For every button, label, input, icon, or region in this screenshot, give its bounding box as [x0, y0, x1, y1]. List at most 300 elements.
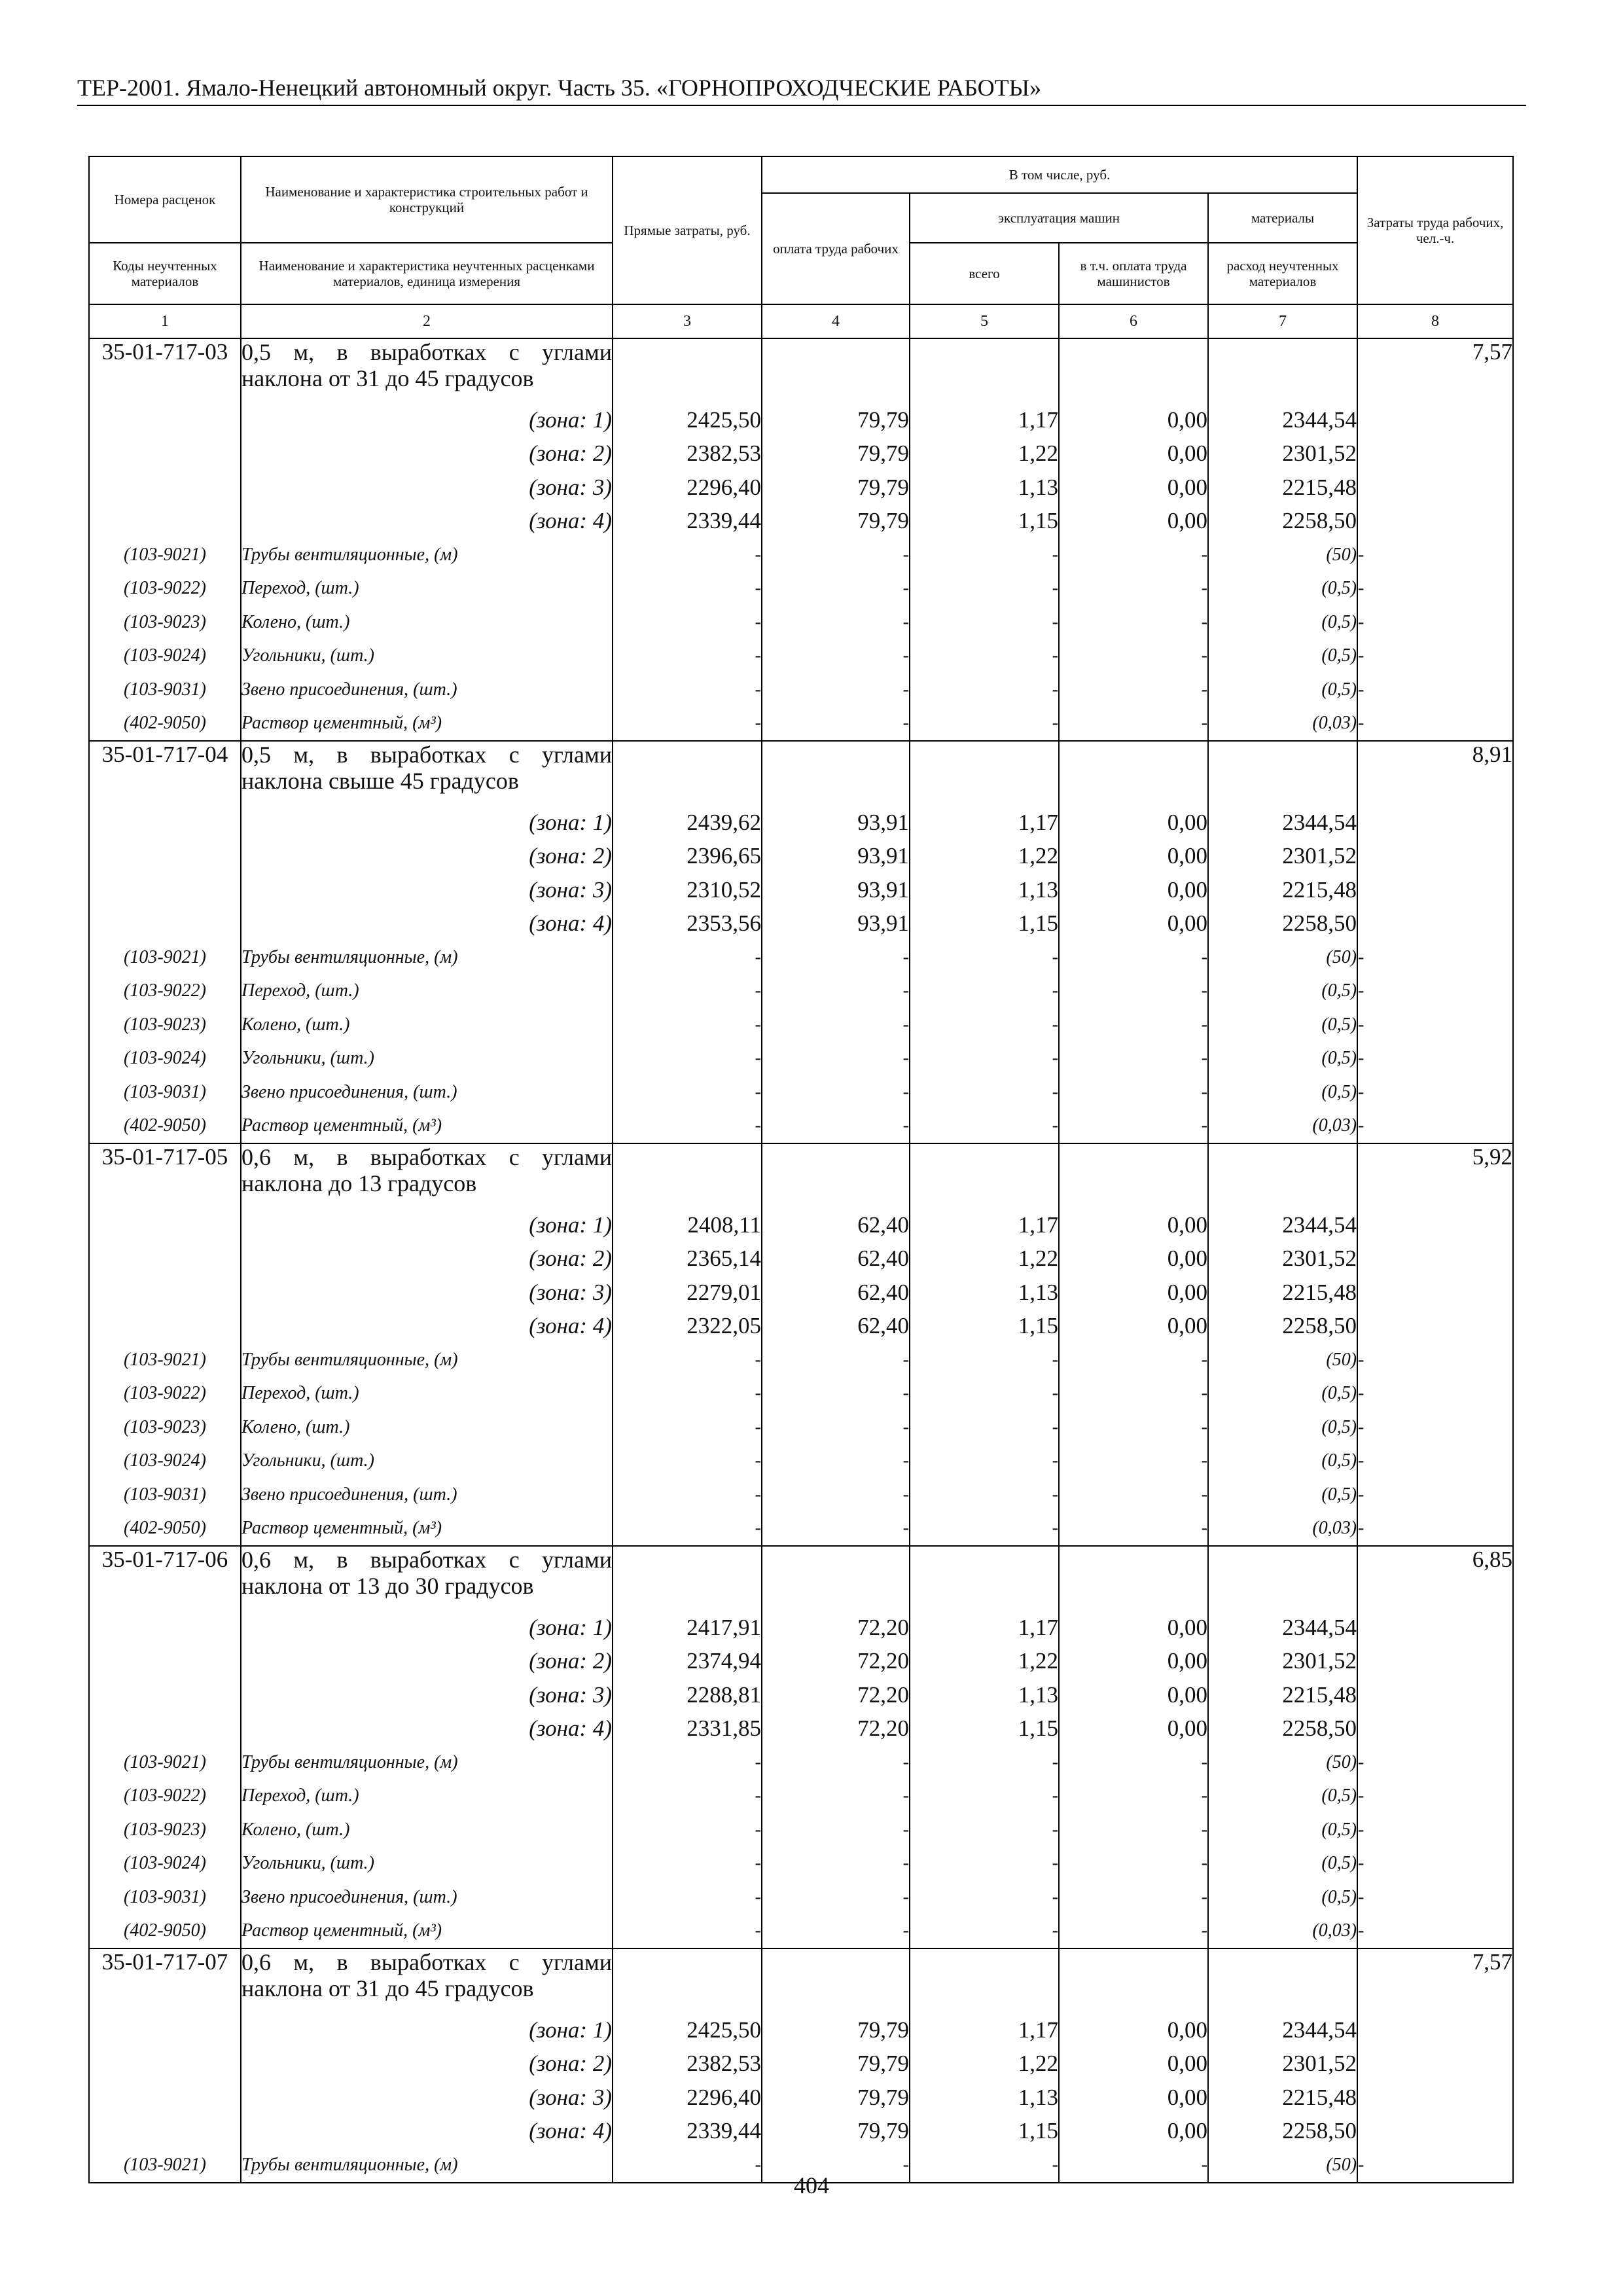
- empty-cell: [1357, 437, 1513, 471]
- machinist-pay: 0,00: [1059, 403, 1208, 437]
- dash-cell: -: [910, 975, 1059, 1009]
- dash-cell: -: [613, 1914, 762, 1949]
- dash-cell: -: [1059, 1914, 1208, 1949]
- dash-cell: -: [613, 1813, 762, 1847]
- empty-cell: [1357, 2013, 1513, 2047]
- dash-cell: -: [613, 1410, 762, 1444]
- machinist-pay: 0,00: [1059, 873, 1208, 907]
- dash-cell: -: [1357, 1410, 1513, 1444]
- empty-cell: [613, 741, 762, 806]
- empty-cell: [613, 1143, 762, 1208]
- empty-cell: [1357, 403, 1513, 437]
- empty-cell: [1208, 338, 1357, 403]
- zone-label: (зона: 4): [241, 907, 613, 941]
- materials-cost: 2215,48: [1208, 2081, 1357, 2115]
- zone-row: [89, 2013, 1513, 2047]
- machinist-pay: 0,00: [1059, 840, 1208, 874]
- worker-pay: 93,91: [762, 873, 910, 907]
- empty-cell: [1357, 1276, 1513, 1310]
- rate-code: 35-01-717-06: [89, 1546, 241, 1611]
- material-name: Трубы вентиляционные, (м): [241, 1746, 613, 1780]
- machinist-pay: 0,00: [1059, 806, 1208, 840]
- material-quantity: (0,5): [1208, 1780, 1357, 1814]
- machinist-pay: 0,00: [1059, 1678, 1208, 1712]
- empty-cell: [89, 1645, 241, 1679]
- dash-cell: -: [1357, 1847, 1513, 1881]
- worker-pay: 79,79: [762, 437, 910, 471]
- empty-cell: [1357, 907, 1513, 941]
- column-number: 3: [613, 304, 762, 338]
- direct-cost: 2339,44: [613, 2115, 762, 2149]
- rate-title: 0,6 м, в выработках с углами наклона до 13 градусов: [241, 1143, 613, 1208]
- dash-cell: -: [1059, 673, 1208, 707]
- empty-cell: [613, 1546, 762, 1611]
- dash-cell: -: [910, 1478, 1059, 1512]
- empty-cell: [89, 1678, 241, 1712]
- zone-row: [89, 1276, 1513, 1310]
- empty-cell: [1357, 1208, 1513, 1242]
- dash-cell: -: [1059, 1410, 1208, 1444]
- rates-table: [88, 156, 1514, 2183]
- zone-label: (зона: 1): [241, 806, 613, 840]
- empty-cell: [89, 2115, 241, 2149]
- material-code: (103-9022): [89, 1780, 241, 1814]
- worker-pay: 62,40: [762, 1276, 910, 1310]
- worker-pay: 79,79: [762, 2115, 910, 2149]
- dash-cell: -: [762, 1444, 910, 1479]
- material-quantity: (0,5): [1208, 1478, 1357, 1512]
- materials-cost: 2301,52: [1208, 2047, 1357, 2081]
- material-row: [89, 1042, 1513, 1076]
- dash-cell: -: [1059, 538, 1208, 572]
- dash-cell: -: [1059, 1478, 1208, 1512]
- labor-cost: 8,91: [1357, 741, 1513, 806]
- material-row: [89, 1410, 1513, 1444]
- worker-pay: 93,91: [762, 907, 910, 941]
- zone-label: (зона: 2): [241, 2047, 613, 2081]
- machine-total: 1,13: [910, 873, 1059, 907]
- material-quantity: (0,5): [1208, 1880, 1357, 1914]
- material-code: (103-9021): [89, 941, 241, 975]
- dash-cell: -: [762, 1813, 910, 1847]
- material-quantity: (0,5): [1208, 1410, 1357, 1444]
- dash-cell: -: [1357, 1880, 1513, 1914]
- empty-cell: [1208, 1948, 1357, 2013]
- dash-cell: -: [613, 1008, 762, 1042]
- empty-cell: [1357, 1310, 1513, 1344]
- machinist-pay: 0,00: [1059, 1276, 1208, 1310]
- direct-cost: 2417,91: [613, 1611, 762, 1645]
- worker-pay: 62,40: [762, 1310, 910, 1344]
- worker-pay: 62,40: [762, 1242, 910, 1276]
- header-materials-consumption: расход неучтенных материалов: [1208, 243, 1357, 304]
- material-quantity: (0,5): [1208, 673, 1357, 707]
- material-row: [89, 1008, 1513, 1042]
- empty-cell: [89, 403, 241, 437]
- materials-cost: 2344,54: [1208, 403, 1357, 437]
- dash-cell: -: [613, 572, 762, 606]
- machine-total: 1,15: [910, 2115, 1059, 2149]
- materials-cost: 2258,50: [1208, 2115, 1357, 2149]
- machine-total: 1,17: [910, 806, 1059, 840]
- machine-total: 1,22: [910, 1645, 1059, 1679]
- dash-cell: -: [1059, 1512, 1208, 1547]
- empty-cell: [89, 1310, 241, 1344]
- zone-label: (зона: 3): [241, 1678, 613, 1712]
- empty-cell: [89, 1276, 241, 1310]
- material-name: Колено, (шт.): [241, 605, 613, 639]
- machine-total: 1,17: [910, 1611, 1059, 1645]
- dash-cell: -: [910, 605, 1059, 639]
- material-name: Угольники, (шт.): [241, 639, 613, 673]
- column-number: 5: [910, 304, 1059, 338]
- material-quantity: (50): [1208, 1746, 1357, 1780]
- dash-cell: -: [762, 1746, 910, 1780]
- material-row: [89, 1109, 1513, 1144]
- materials-cost: 2258,50: [1208, 1712, 1357, 1746]
- empty-cell: [762, 1143, 910, 1208]
- direct-cost: 2425,50: [613, 403, 762, 437]
- dash-cell: -: [762, 1109, 910, 1144]
- dash-cell: -: [613, 538, 762, 572]
- rate-header-row: [89, 1546, 1513, 1611]
- zone-row: [89, 1310, 1513, 1344]
- material-row: [89, 1444, 1513, 1479]
- material-code: (103-9024): [89, 1847, 241, 1881]
- dash-cell: -: [1059, 1880, 1208, 1914]
- zone-label: (зона: 3): [241, 2081, 613, 2115]
- material-row: [89, 1377, 1513, 1411]
- labor-cost: 7,57: [1357, 1948, 1513, 2013]
- material-quantity: (0,03): [1208, 1914, 1357, 1949]
- dash-cell: -: [1357, 572, 1513, 606]
- zone-label: (зона: 3): [241, 471, 613, 505]
- material-name: Колено, (шт.): [241, 1008, 613, 1042]
- dash-cell: -: [1357, 538, 1513, 572]
- material-quantity: (50): [1208, 1343, 1357, 1377]
- material-row: [89, 1780, 1513, 1814]
- column-number: 6: [1059, 304, 1208, 338]
- material-name: Звено присоединения, (шт.): [241, 1478, 613, 1512]
- material-row: [89, 707, 1513, 742]
- empty-cell: [89, 471, 241, 505]
- empty-cell: [1357, 2115, 1513, 2149]
- dash-cell: -: [762, 639, 910, 673]
- dash-cell: -: [910, 1512, 1059, 1547]
- material-code: (103-9023): [89, 1813, 241, 1847]
- materials-cost: 2258,50: [1208, 505, 1357, 539]
- worker-pay: 72,20: [762, 1611, 910, 1645]
- dash-cell: -: [1059, 1746, 1208, 1780]
- dash-cell: -: [1357, 2148, 1513, 2183]
- zone-label: (зона: 1): [241, 1611, 613, 1645]
- worker-pay: 72,20: [762, 1712, 910, 1746]
- dash-cell: -: [762, 1880, 910, 1914]
- worker-pay: 79,79: [762, 2047, 910, 2081]
- dash-cell: -: [613, 1444, 762, 1479]
- dash-cell: -: [1059, 1008, 1208, 1042]
- dash-cell: -: [762, 605, 910, 639]
- material-code: (402-9050): [89, 707, 241, 742]
- empty-cell: [89, 1208, 241, 1242]
- dash-cell: -: [910, 538, 1059, 572]
- rate-title: 0,5 м, в выработках с углами наклона от 31 до 45 градусов: [241, 338, 613, 403]
- dash-cell: -: [910, 1444, 1059, 1479]
- table-body: [89, 338, 1513, 2183]
- empty-cell: [762, 741, 910, 806]
- material-code: (103-9024): [89, 1042, 241, 1076]
- empty-cell: [89, 2013, 241, 2047]
- worker-pay: 72,20: [762, 1678, 910, 1712]
- dash-cell: -: [613, 605, 762, 639]
- dash-cell: -: [1059, 1847, 1208, 1881]
- header-work-name: Наименование и характеристика строительных работ и конструкций: [241, 156, 613, 243]
- zone-row: [89, 471, 1513, 505]
- empty-cell: [1357, 2081, 1513, 2115]
- dash-cell: -: [1357, 605, 1513, 639]
- empty-cell: [89, 437, 241, 471]
- material-quantity: (0,5): [1208, 1847, 1357, 1881]
- material-row: [89, 1813, 1513, 1847]
- dash-cell: -: [613, 1343, 762, 1377]
- material-name: Звено присоединения, (шт.): [241, 673, 613, 707]
- direct-cost: 2296,40: [613, 471, 762, 505]
- dash-cell: -: [910, 1377, 1059, 1411]
- zone-row: [89, 1611, 1513, 1645]
- zone-row: [89, 437, 1513, 471]
- empty-cell: [1208, 741, 1357, 806]
- empty-cell: [1208, 1546, 1357, 1611]
- zone-row: [89, 403, 1513, 437]
- machine-total: 1,13: [910, 471, 1059, 505]
- empty-cell: [1357, 1678, 1513, 1712]
- machine-total: 1,15: [910, 907, 1059, 941]
- material-name: Трубы вентиляционные, (м): [241, 2148, 613, 2183]
- empty-cell: [910, 741, 1059, 806]
- header-material-name: Наименование и характеристика неучтенных расценками материалов, единица измерения: [241, 243, 613, 304]
- material-code: (402-9050): [89, 1512, 241, 1547]
- machine-total: 1,13: [910, 1276, 1059, 1310]
- dash-cell: -: [613, 1377, 762, 1411]
- material-code: (103-9022): [89, 1377, 241, 1411]
- machinist-pay: 0,00: [1059, 505, 1208, 539]
- material-quantity: (0,5): [1208, 1075, 1357, 1109]
- empty-cell: [910, 338, 1059, 403]
- dash-cell: -: [762, 1512, 910, 1547]
- dash-cell: -: [910, 1410, 1059, 1444]
- dash-cell: -: [613, 1847, 762, 1881]
- zone-label: (зона: 1): [241, 2013, 613, 2047]
- dash-cell: -: [1357, 1780, 1513, 1814]
- material-code: (103-9031): [89, 1880, 241, 1914]
- zone-row: [89, 806, 1513, 840]
- machine-total: 1,22: [910, 437, 1059, 471]
- empty-cell: [89, 873, 241, 907]
- zone-row: [89, 1242, 1513, 1276]
- dash-cell: -: [762, 941, 910, 975]
- dash-cell: -: [910, 1847, 1059, 1881]
- column-number: 7: [1208, 304, 1357, 338]
- labor-cost: 7,57: [1357, 338, 1513, 403]
- header-labor-costs: Затраты труда рабочих, чел.-ч.: [1357, 156, 1513, 304]
- materials-cost: 2215,48: [1208, 1276, 1357, 1310]
- dash-cell: -: [762, 1042, 910, 1076]
- direct-cost: 2296,40: [613, 2081, 762, 2115]
- dash-cell: -: [613, 1780, 762, 1814]
- dash-cell: -: [1357, 673, 1513, 707]
- material-row: [89, 975, 1513, 1009]
- material-row: [89, 1847, 1513, 1881]
- material-row: [89, 1880, 1513, 1914]
- zone-row: [89, 873, 1513, 907]
- direct-cost: 2279,01: [613, 1276, 762, 1310]
- machine-total: 1,15: [910, 1712, 1059, 1746]
- materials-cost: 2344,54: [1208, 806, 1357, 840]
- empty-cell: [1357, 505, 1513, 539]
- dash-cell: -: [1059, 639, 1208, 673]
- zone-row: [89, 1712, 1513, 1746]
- zone-label: (зона: 2): [241, 1242, 613, 1276]
- dash-cell: -: [762, 572, 910, 606]
- materials-cost: 2344,54: [1208, 2013, 1357, 2047]
- material-row: [89, 1914, 1513, 1949]
- column-number: 8: [1357, 304, 1513, 338]
- direct-cost: 2396,65: [613, 840, 762, 874]
- material-row: [89, 941, 1513, 975]
- dash-cell: -: [1059, 707, 1208, 742]
- empty-cell: [1059, 1546, 1208, 1611]
- rate-header-row: [89, 1143, 1513, 1208]
- dash-cell: -: [1059, 2148, 1208, 2183]
- column-numbers-row: [89, 304, 1513, 338]
- material-name: Переход, (шт.): [241, 975, 613, 1009]
- dash-cell: -: [1357, 1008, 1513, 1042]
- direct-cost: 2365,14: [613, 1242, 762, 1276]
- empty-cell: [89, 505, 241, 539]
- material-name: Трубы вентиляционные, (м): [241, 538, 613, 572]
- dash-cell: -: [1357, 707, 1513, 742]
- dash-cell: -: [613, 975, 762, 1009]
- machinist-pay: 0,00: [1059, 471, 1208, 505]
- material-code: (103-9021): [89, 538, 241, 572]
- machinist-pay: 0,00: [1059, 1310, 1208, 1344]
- empty-cell: [1059, 741, 1208, 806]
- material-row: [89, 1746, 1513, 1780]
- empty-cell: [89, 907, 241, 941]
- machinist-pay: 0,00: [1059, 1611, 1208, 1645]
- table-header: [89, 156, 1513, 338]
- material-name: Угольники, (шт.): [241, 1042, 613, 1076]
- rate-title: 0,6 м, в выработках с углами наклона от 13 до 30 градусов: [241, 1546, 613, 1611]
- dash-cell: -: [1357, 1075, 1513, 1109]
- materials-cost: 2215,48: [1208, 873, 1357, 907]
- zone-label: (зона: 4): [241, 1310, 613, 1344]
- zone-row: [89, 1208, 1513, 1242]
- material-name: Колено, (шт.): [241, 1410, 613, 1444]
- empty-cell: [1357, 1712, 1513, 1746]
- dash-cell: -: [762, 1478, 910, 1512]
- material-quantity: (0,5): [1208, 1042, 1357, 1076]
- zone-row: [89, 2081, 1513, 2115]
- material-code: (103-9031): [89, 1478, 241, 1512]
- empty-cell: [1357, 1242, 1513, 1276]
- dash-cell: -: [1357, 1042, 1513, 1076]
- dash-cell: -: [910, 707, 1059, 742]
- column-number: 4: [762, 304, 910, 338]
- materials-cost: 2215,48: [1208, 471, 1357, 505]
- dash-cell: -: [1059, 1813, 1208, 1847]
- material-quantity: (0,5): [1208, 639, 1357, 673]
- dash-cell: -: [1357, 639, 1513, 673]
- dash-cell: -: [762, 975, 910, 1009]
- empty-cell: [1357, 1611, 1513, 1645]
- zone-label: (зона: 2): [241, 840, 613, 874]
- material-code: (103-9031): [89, 1075, 241, 1109]
- materials-cost: 2258,50: [1208, 1310, 1357, 1344]
- machinist-pay: 0,00: [1059, 2115, 1208, 2149]
- direct-cost: 2322,05: [613, 1310, 762, 1344]
- zone-label: (зона: 4): [241, 505, 613, 539]
- direct-cost: 2382,53: [613, 437, 762, 471]
- dash-cell: -: [762, 538, 910, 572]
- direct-cost: 2310,52: [613, 873, 762, 907]
- dash-cell: -: [762, 1377, 910, 1411]
- empty-cell: [1357, 2047, 1513, 2081]
- material-quantity: (50): [1208, 941, 1357, 975]
- dash-cell: -: [1059, 1109, 1208, 1144]
- dash-cell: -: [1357, 1914, 1513, 1949]
- dash-cell: -: [910, 1880, 1059, 1914]
- direct-cost: 2374,94: [613, 1645, 762, 1679]
- dash-cell: -: [762, 673, 910, 707]
- dash-cell: -: [1357, 1343, 1513, 1377]
- direct-cost: 2353,56: [613, 907, 762, 941]
- worker-pay: 72,20: [762, 1645, 910, 1679]
- rate-header-row: [89, 741, 1513, 806]
- direct-cost: 2425,50: [613, 2013, 762, 2047]
- machinist-pay: 0,00: [1059, 1242, 1208, 1276]
- machinist-pay: 0,00: [1059, 1712, 1208, 1746]
- dash-cell: -: [1357, 1512, 1513, 1547]
- direct-cost: 2408,11: [613, 1208, 762, 1242]
- empty-cell: [89, 806, 241, 840]
- machine-total: 1,13: [910, 2081, 1059, 2115]
- rate-title: 0,5 м, в выработках с углами наклона свыше 45 градусов: [241, 741, 613, 806]
- material-name: Раствор цементный, (м³): [241, 1512, 613, 1547]
- dash-cell: -: [1059, 1042, 1208, 1076]
- empty-cell: [910, 1546, 1059, 1611]
- materials-cost: 2215,48: [1208, 1678, 1357, 1712]
- empty-cell: [89, 2081, 241, 2115]
- dash-cell: -: [1357, 1478, 1513, 1512]
- dash-cell: -: [910, 1914, 1059, 1949]
- dash-cell: -: [762, 1343, 910, 1377]
- materials-cost: 2301,52: [1208, 840, 1357, 874]
- dash-cell: -: [910, 1042, 1059, 1076]
- dash-cell: -: [910, 1109, 1059, 1144]
- dash-cell: -: [613, 941, 762, 975]
- dash-cell: -: [1357, 1813, 1513, 1847]
- zone-label: (зона: 3): [241, 873, 613, 907]
- material-code: (103-9021): [89, 1746, 241, 1780]
- empty-cell: [613, 338, 762, 403]
- empty-cell: [613, 1948, 762, 2013]
- dash-cell: -: [762, 1847, 910, 1881]
- material-code: (402-9050): [89, 1109, 241, 1144]
- dash-cell: -: [613, 1746, 762, 1780]
- dash-cell: -: [910, 673, 1059, 707]
- empty-cell: [762, 1546, 910, 1611]
